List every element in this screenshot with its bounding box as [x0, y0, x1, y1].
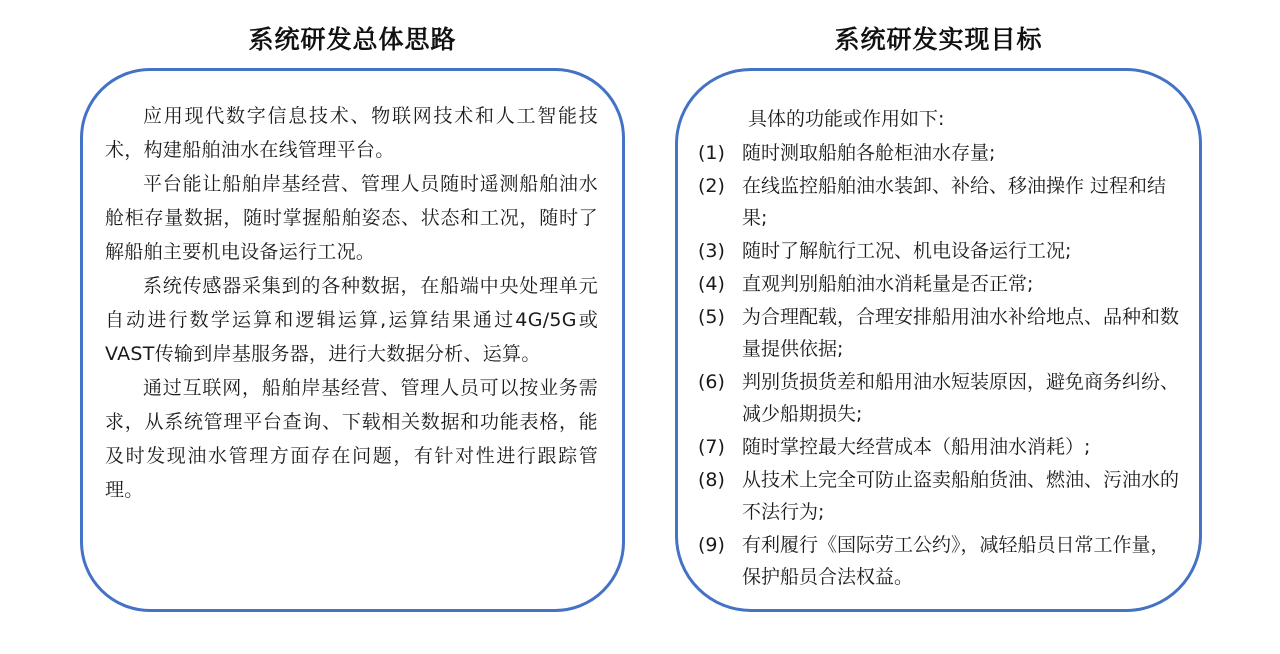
- goal-number: (4): [698, 273, 725, 295]
- goal-item: [698, 464, 1179, 528]
- goal-item: [698, 235, 1179, 267]
- goal-item: [698, 529, 1179, 593]
- goal-item: [698, 137, 1179, 169]
- approach-paragraph: 通过互联网，船舶岸基经营、管理人员可以按业务需求，从系统管理平台查询、下载相关数据和功能表格，能及时发现油水管理方面存在问题，有针对性进行跟踪管理。: [105, 377, 598, 501]
- approach-paragraph: 系统传感器采集到的各种数据，在船端中央处理单元自动进行数学运算和逻辑运算,运算结果通过4G/5G或VAST传输到岸基服务器，进行大数据分析、运算。: [105, 275, 598, 365]
- goal-item: [698, 268, 1179, 300]
- goal-item: [698, 431, 1179, 463]
- goals-panel: [675, 68, 1202, 612]
- approach-paragraph: 平台能让船舶岸基经营、管理人员随时遥测船舶油水舱柜存量数据，随时掌握船舶姿态、状态和工况，随时了解船舶主要机电设备运行工况。: [105, 173, 598, 263]
- overall-approach-panel: [80, 68, 625, 612]
- left-section-title: 系统研发总体思路: [248, 25, 457, 54]
- goal-text: 随时测取船舶各舱柜油水存量;: [742, 142, 996, 164]
- goal-text: 从技术上完全可防止盗卖船舶货油、燃油、污油水的不法行为;: [742, 469, 1180, 523]
- goal-item: [698, 301, 1179, 365]
- goal-text: 直观判别船舶油水消耗量是否正常;: [742, 273, 1034, 295]
- goal-text: 判别货损货差和船用油水短装原因，避免商务纠纷、减少船期损失;: [742, 371, 1180, 425]
- goal-number: (5): [698, 306, 725, 328]
- goal-text: 为合理配载，合理安排船用油水补给地点、品种和数量提供依据;: [742, 306, 1180, 360]
- goal-text: 在线监控船舶油水装卸、补给、移油操作 过程和结果;: [742, 175, 1167, 229]
- goal-number: (3): [698, 240, 725, 262]
- goals-intro: 具体的功能或作用如下:: [748, 108, 945, 130]
- goal-number: (6): [698, 371, 725, 393]
- goals-list: [698, 137, 1179, 593]
- goal-text: 随时掌控最大经营成本（船用油水消耗）;: [742, 436, 1091, 458]
- goal-item: [698, 366, 1179, 430]
- goal-number: (9): [698, 534, 725, 556]
- goal-text: 随时了解航行工况、机电设备运行工况;: [742, 240, 1072, 262]
- approach-paragraph: 应用现代数字信息技术、物联网技术和人工智能技术，构建船舶油水在线管理平台。: [105, 105, 598, 161]
- right-section-title: 系统研发实现目标: [834, 25, 1043, 54]
- goal-number: (7): [698, 436, 725, 458]
- goal-item: [698, 170, 1179, 234]
- goal-number: (1): [698, 142, 725, 164]
- goal-text: 有利履行《国际劳工公约》，减轻船员日常工作量，保护船员合法权益。: [742, 534, 1170, 588]
- goal-number: (2): [698, 175, 725, 197]
- goal-number: (8): [698, 469, 725, 491]
